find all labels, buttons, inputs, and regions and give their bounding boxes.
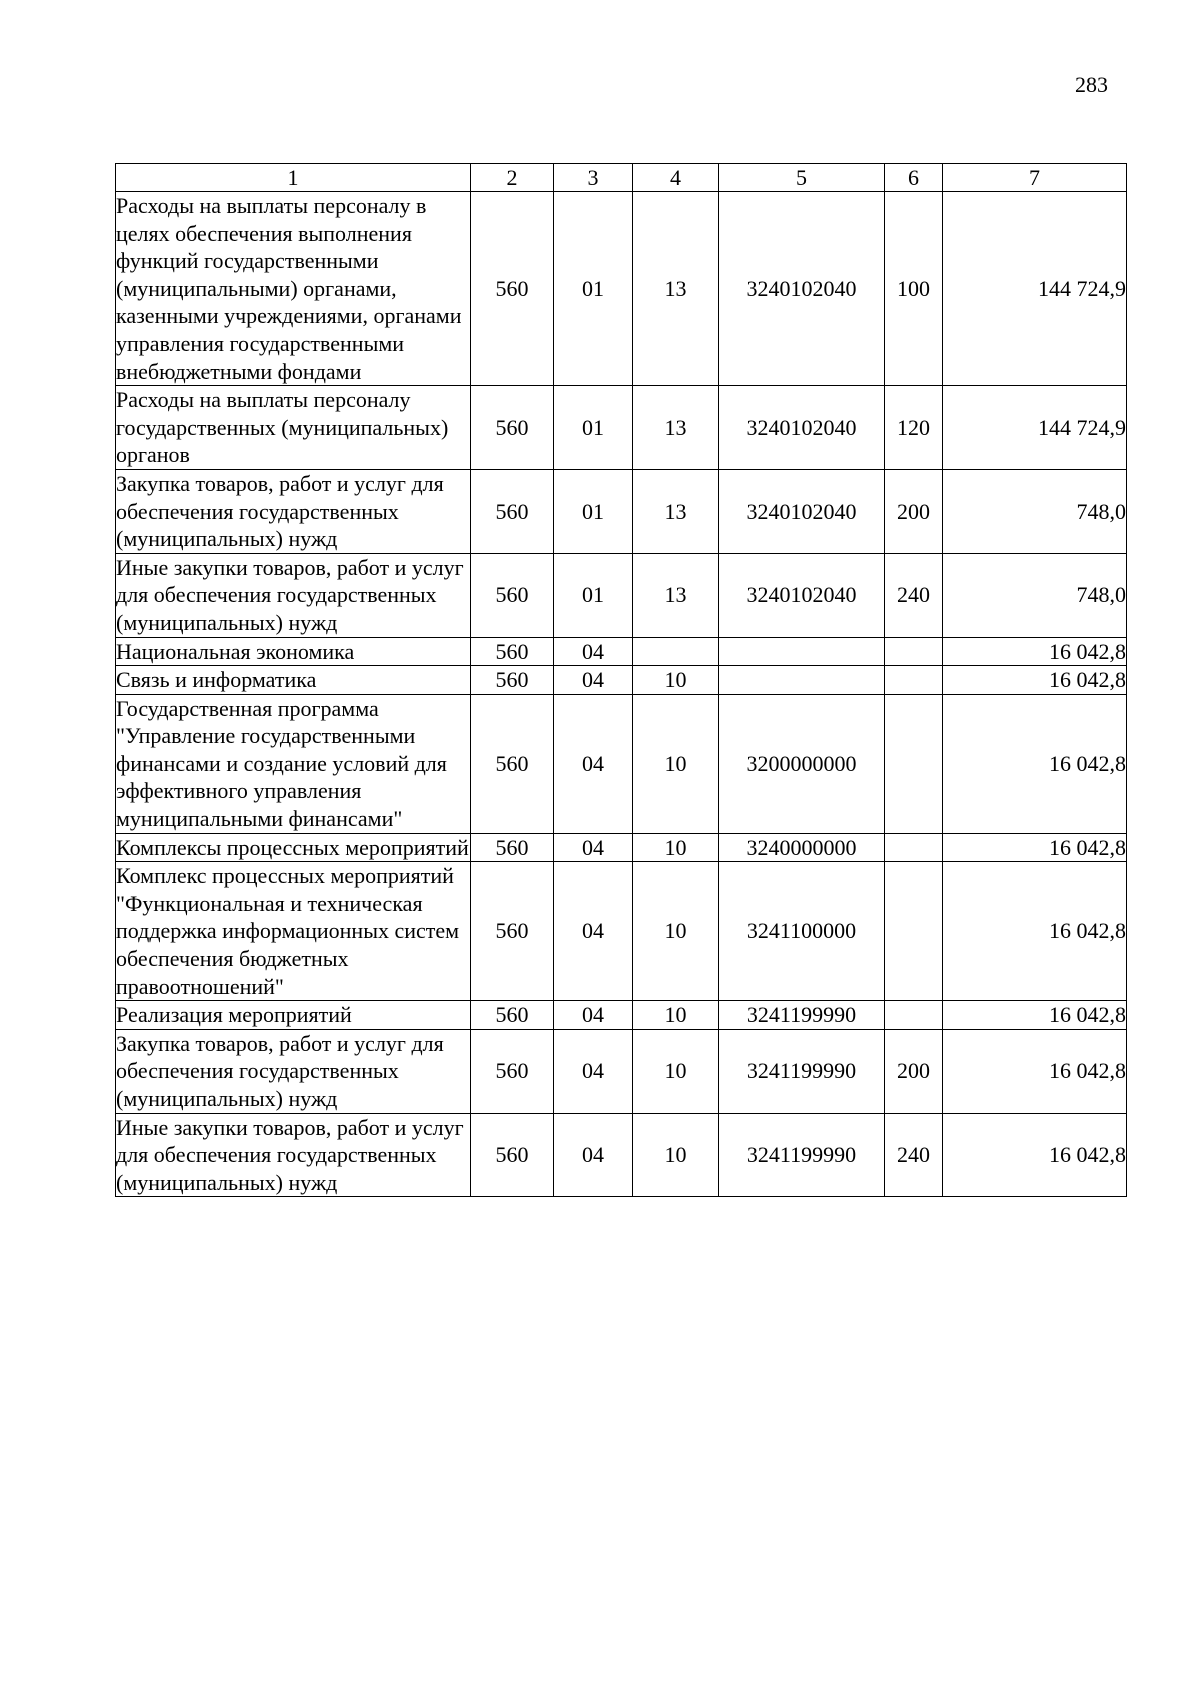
row-grbs: 560 [471, 553, 554, 637]
table-row [116, 666, 1127, 695]
row-grbs: 560 [471, 1029, 554, 1113]
table-row [116, 694, 1127, 833]
row-subsection: 13 [633, 469, 719, 553]
table-row [116, 833, 1127, 862]
row-expense-type: 100 [885, 192, 943, 386]
row-section: 04 [554, 666, 633, 695]
row-expense-type [885, 694, 943, 833]
row-target-article: 3241199990 [719, 1113, 885, 1197]
table-row [116, 1113, 1127, 1197]
row-expense-type: 120 [885, 386, 943, 470]
row-grbs: 560 [471, 833, 554, 862]
row-sum: 16 042,8 [943, 666, 1127, 695]
row-expense-type: 200 [885, 1029, 943, 1113]
row-subsection: 13 [633, 192, 719, 386]
row-name: Иные закупки товаров, работ и услуг для обеспечения государственных (муниципальных) нужд [116, 553, 471, 637]
column-header: 5 [719, 164, 885, 192]
column-header: 6 [885, 164, 943, 192]
row-sum: 16 042,8 [943, 1001, 1127, 1030]
row-target-article: 3200000000 [719, 694, 885, 833]
row-section: 04 [554, 1113, 633, 1197]
row-expense-type [885, 862, 943, 1001]
row-section: 04 [554, 1029, 633, 1113]
row-expense-type: 200 [885, 469, 943, 553]
row-name: Национальная экономика [116, 637, 471, 666]
row-subsection: 10 [633, 694, 719, 833]
row-name: Иные закупки товаров, работ и услуг для обеспечения государственных (муниципальных) нужд [116, 1113, 471, 1197]
row-section: 04 [554, 1001, 633, 1030]
table-row [116, 862, 1127, 1001]
budget-table [115, 163, 1127, 1197]
row-subsection: 10 [633, 862, 719, 1001]
row-section: 04 [554, 862, 633, 1001]
column-header: 7 [943, 164, 1127, 192]
row-sum: 16 042,8 [943, 833, 1127, 862]
table-row [116, 1029, 1127, 1113]
row-subsection: 10 [633, 1113, 719, 1197]
row-subsection [633, 637, 719, 666]
row-target-article: 3240000000 [719, 833, 885, 862]
row-grbs: 560 [471, 1001, 554, 1030]
row-section: 01 [554, 469, 633, 553]
row-target-article: 3240102040 [719, 192, 885, 386]
row-name: Государственная программа "Управление государственными финансами и создание условий для эффективного управления муниципальными финансами" [116, 694, 471, 833]
column-header: 2 [471, 164, 554, 192]
row-sum: 16 042,8 [943, 1113, 1127, 1197]
row-section: 04 [554, 833, 633, 862]
row-expense-type: 240 [885, 1113, 943, 1197]
row-name: Реализация мероприятий [116, 1001, 471, 1030]
table-row [116, 469, 1127, 553]
row-grbs: 560 [471, 386, 554, 470]
row-grbs: 560 [471, 1113, 554, 1197]
row-target-article: 3241100000 [719, 862, 885, 1001]
table-header-row [116, 164, 1127, 192]
table-row [116, 637, 1127, 666]
row-expense-type [885, 637, 943, 666]
row-sum: 16 042,8 [943, 637, 1127, 666]
row-target-article: 3240102040 [719, 386, 885, 470]
row-section: 01 [554, 553, 633, 637]
table-row [116, 1001, 1127, 1030]
row-subsection: 13 [633, 553, 719, 637]
row-name: Закупка товаров, работ и услуг для обеспечения государственных (муниципальных) нужд [116, 469, 471, 553]
row-section: 01 [554, 192, 633, 386]
row-section: 01 [554, 386, 633, 470]
table-row [116, 192, 1127, 386]
row-name: Комплекс процессных мероприятий "Функциональная и техническая поддержка информационных систем обеспечения бюджетных правоотношений" [116, 862, 471, 1001]
table-row [116, 386, 1127, 470]
table-row [116, 553, 1127, 637]
row-name: Закупка товаров, работ и услуг для обеспечения государственных (муниципальных) нужд [116, 1029, 471, 1113]
column-header: 1 [116, 164, 471, 192]
row-grbs: 560 [471, 469, 554, 553]
row-name: Расходы на выплаты персоналу в целях обеспечения выполнения функций государственными (муниципальными) органами, казенными учреждениями, органами управления государственными внебюджетными фондами [116, 192, 471, 386]
row-name: Комплексы процессных мероприятий [116, 833, 471, 862]
row-section: 04 [554, 694, 633, 833]
row-target-article: 3241199990 [719, 1029, 885, 1113]
row-subsection: 10 [633, 1029, 719, 1113]
row-target-article [719, 637, 885, 666]
page-number: 283 [1075, 72, 1108, 97]
row-section: 04 [554, 637, 633, 666]
row-expense-type [885, 833, 943, 862]
row-grbs: 560 [471, 862, 554, 1001]
row-grbs: 560 [471, 666, 554, 695]
row-sum: 16 042,8 [943, 862, 1127, 1001]
row-subsection: 10 [633, 666, 719, 695]
row-target-article: 3240102040 [719, 469, 885, 553]
row-target-article: 3241199990 [719, 1001, 885, 1030]
column-header: 3 [554, 164, 633, 192]
row-subsection: 10 [633, 833, 719, 862]
row-expense-type [885, 666, 943, 695]
row-sum: 16 042,8 [943, 694, 1127, 833]
row-name: Расходы на выплаты персоналу государственных (муниципальных) органов [116, 386, 471, 470]
row-sum: 748,0 [943, 553, 1127, 637]
row-subsection: 13 [633, 386, 719, 470]
row-sum: 16 042,8 [943, 1029, 1127, 1113]
column-header: 4 [633, 164, 719, 192]
row-grbs: 560 [471, 192, 554, 386]
row-subsection: 10 [633, 1001, 719, 1030]
row-target-article: 3240102040 [719, 553, 885, 637]
row-sum: 144 724,9 [943, 386, 1127, 470]
row-grbs: 560 [471, 694, 554, 833]
row-grbs: 560 [471, 637, 554, 666]
row-name: Связь и информатика [116, 666, 471, 695]
row-expense-type [885, 1001, 943, 1030]
row-sum: 144 724,9 [943, 192, 1127, 386]
row-target-article [719, 666, 885, 695]
row-sum: 748,0 [943, 469, 1127, 553]
row-expense-type: 240 [885, 553, 943, 637]
